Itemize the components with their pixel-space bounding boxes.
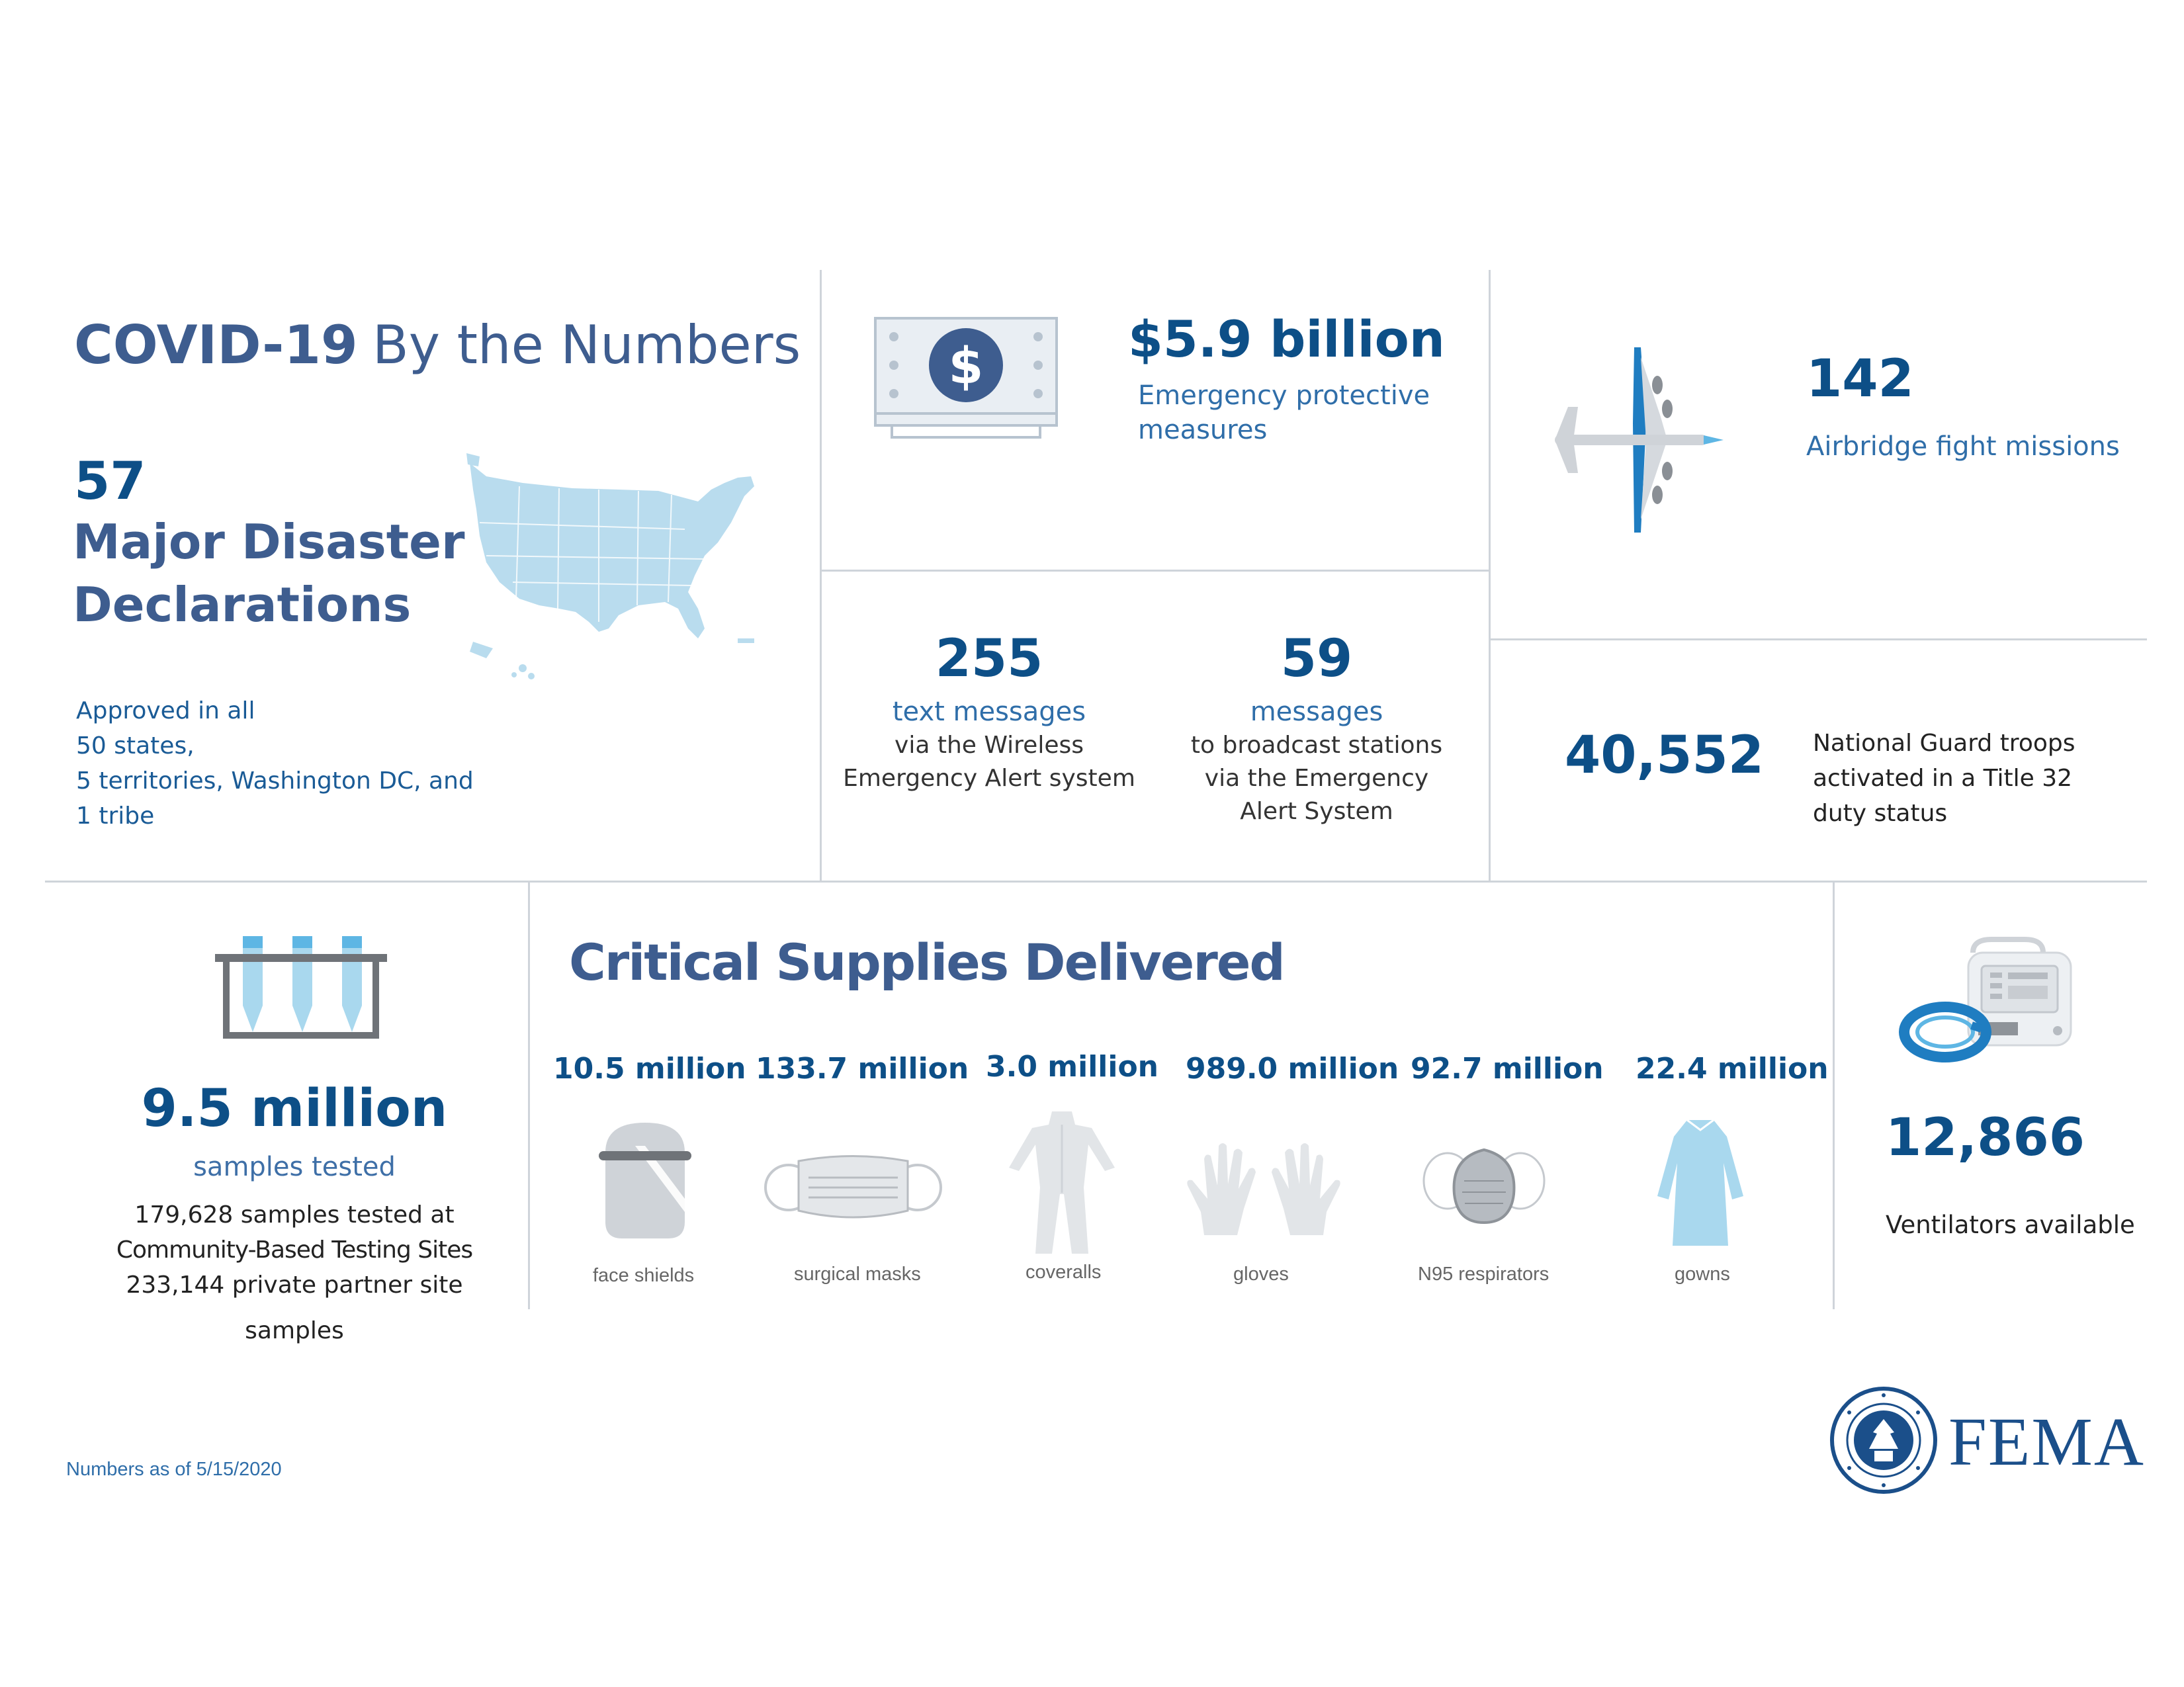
page-title [74,314,801,376]
approved-line-2: 50 states, [76,732,195,759]
ventilators-label: Ventilators available [1886,1211,2135,1239]
text-messages-desc-line2: Emergency Alert system [843,765,1135,792]
funding-label [1138,378,1430,447]
funding-value: $5.9 billion [1128,310,1445,368]
footer-note: Numbers as of 5/15/2020 [66,1459,282,1480]
supply-value-coveralls: 3.0 million [986,1050,1158,1084]
supply-value-face-shields: 10.5 million [553,1052,746,1086]
testing-desc-line2: Community-Based Testing Sites [116,1236,473,1264]
supply-label-gloves: gloves [1233,1264,1289,1285]
divider-vertical-1 [820,270,822,882]
airbridge-label: Airbridge fight missions [1806,431,2120,462]
testing-value: 9.5 million [141,1079,448,1139]
text-messages-label: text messages [892,697,1086,727]
surgical-mask-icon [762,1151,944,1224]
approved-line-1: Approved in all [76,697,255,724]
supply-label-gowns: gowns [1675,1264,1730,1285]
supply-value-gloves: 989.0 million [1186,1052,1399,1086]
testing-desc-line4: samples [245,1317,344,1344]
ventilator-icon [1899,933,2077,1078]
supply-label-face-shields: face shields [593,1265,695,1286]
supply-label-coveralls: coveralls [1026,1262,1102,1283]
text-messages-value: 255 [935,629,1043,689]
divider-horizontal-right [1490,638,2147,640]
airplane-icon [1542,344,1733,536]
supply-value-surgical-masks: 133.7 million [756,1052,969,1086]
national-guard-desc [1813,726,2075,831]
us-map-icon [460,450,764,688]
money-bill-icon [872,315,1060,441]
supply-value-n95: 92.7 million [1411,1052,1604,1086]
airbridge-value: 142 [1806,349,1914,409]
declarations-approved [76,693,474,834]
national-guard-desc-line3: duty status [1813,800,1948,827]
divider-vertical-3 [528,882,530,1309]
approved-line-3: 5 territories, Washington DC, and [76,767,474,795]
declarations-label-line2: Declarations [73,577,412,632]
text-messages-desc-line1: via the Wireless [895,732,1084,759]
svg-text:$: $ [948,336,984,395]
testing-desc-line3: 233,144 private partner site [126,1272,463,1299]
ventilators-value: 12,866 [1886,1108,2085,1168]
broadcast-messages-block [1164,628,1469,828]
supplies-title: Critical Supplies Delivered [569,933,1284,992]
national-guard-value: 40,552 [1565,726,1764,785]
gloves-icon [1184,1133,1343,1238]
broadcast-messages-desc-line1: to broadcast stations [1190,732,1443,759]
approved-line-4: 1 tribe [76,802,155,830]
divider-vertical-4 [1833,882,1835,1309]
supply-value-gowns: 22.4 million [1636,1052,1829,1086]
testing-block [73,1078,516,1348]
divider-horizontal-main [45,881,2147,883]
testing-desc-line1: 179,628 samples tested at [134,1201,455,1229]
coverall-icon [1006,1108,1118,1257]
broadcast-messages-desc-line3: Alert System [1240,798,1393,825]
testing-label: samples tested [193,1152,396,1182]
broadcast-messages-value: 59 [1280,629,1353,689]
supply-label-n95: N95 respirators [1418,1264,1550,1285]
divider-horizontal-mid [821,570,1489,572]
funding-label-line1: Emergency protective [1138,380,1430,411]
gown-icon [1654,1117,1747,1249]
text-messages-block [834,628,1145,795]
funding-label-line2: measures [1138,415,1268,445]
national-guard-desc-line2: activated in a Title 32 [1813,765,2073,792]
broadcast-messages-label: messages [1250,697,1383,727]
fema-logo-text: FEMA [1948,1404,2145,1480]
supply-label-surgical-masks: surgical masks [794,1264,921,1285]
face-shield-icon [595,1119,695,1242]
divider-vertical-2 [1489,270,1491,882]
test-tubes-icon [215,933,387,1045]
declarations-label-line1: Major Disaster [73,514,465,570]
n95-respirator-icon [1421,1145,1547,1227]
broadcast-messages-desc-line2: via the Emergency [1204,765,1429,792]
declarations-number: 57 [74,452,146,511]
national-guard-desc-line1: National Guard troops [1813,730,2075,757]
page-title-regular: By the Numbers [372,314,801,376]
dhs-seal-icon [1829,1386,1939,1495]
page-title-bold: COVID-19 [74,314,358,376]
